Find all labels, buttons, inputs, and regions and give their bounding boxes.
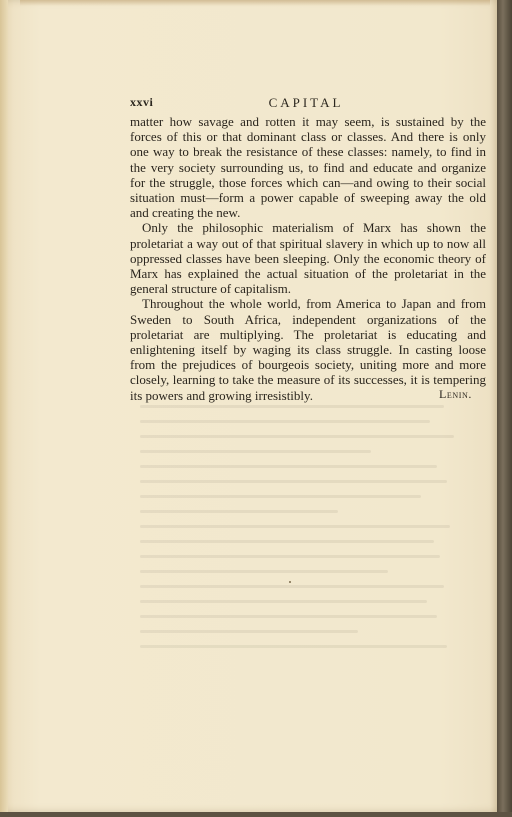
running-head <box>130 95 482 113</box>
running-title: CAPITAL <box>268 95 344 110</box>
book-bottom-edge <box>0 812 512 817</box>
page-number: xxvi <box>130 95 154 109</box>
paragraph-3: Throughout the whole world, from America to Japan and from Sweden to South Africa, independent organizations of the proletariat are multiplying. The proletariat is educating and enlightening itself by waging its class struggle. In casting loose from the prejudices of bourgeois society, uniting more and more closely, learning to take the measure of its successes, it is tempering its powers and growing irresistibly. <box>130 296 486 403</box>
paper-speck <box>289 581 291 583</box>
book-cover-edge <box>497 0 512 817</box>
author-signature: Lenin. <box>438 387 472 401</box>
page-gutter <box>0 0 8 812</box>
reverse-side-show-through <box>140 405 470 665</box>
body-text <box>130 114 486 403</box>
paragraph-1: matter how savage and rotten it may seem, is sustained by the forces of this or that dominant class or classes. And there is only one way to break the resistance of these classes: namely, to find in the very society surrounding us, to find and educate and organize for the struggle, those forces which can—and owing to their social situation must—form a power capable of sweeping away the old and creating the new. <box>130 114 486 221</box>
page-top-stain <box>20 0 490 6</box>
paragraph-2: Only the philosophic materialism of Marx has shown the proletariat a way out of that spiritual slavery in which up to now all oppressed classes have been sleeping. Only the economic theory of Marx has explained the actual situation of the proletariat in the general structure of capitalism. <box>130 220 486 297</box>
